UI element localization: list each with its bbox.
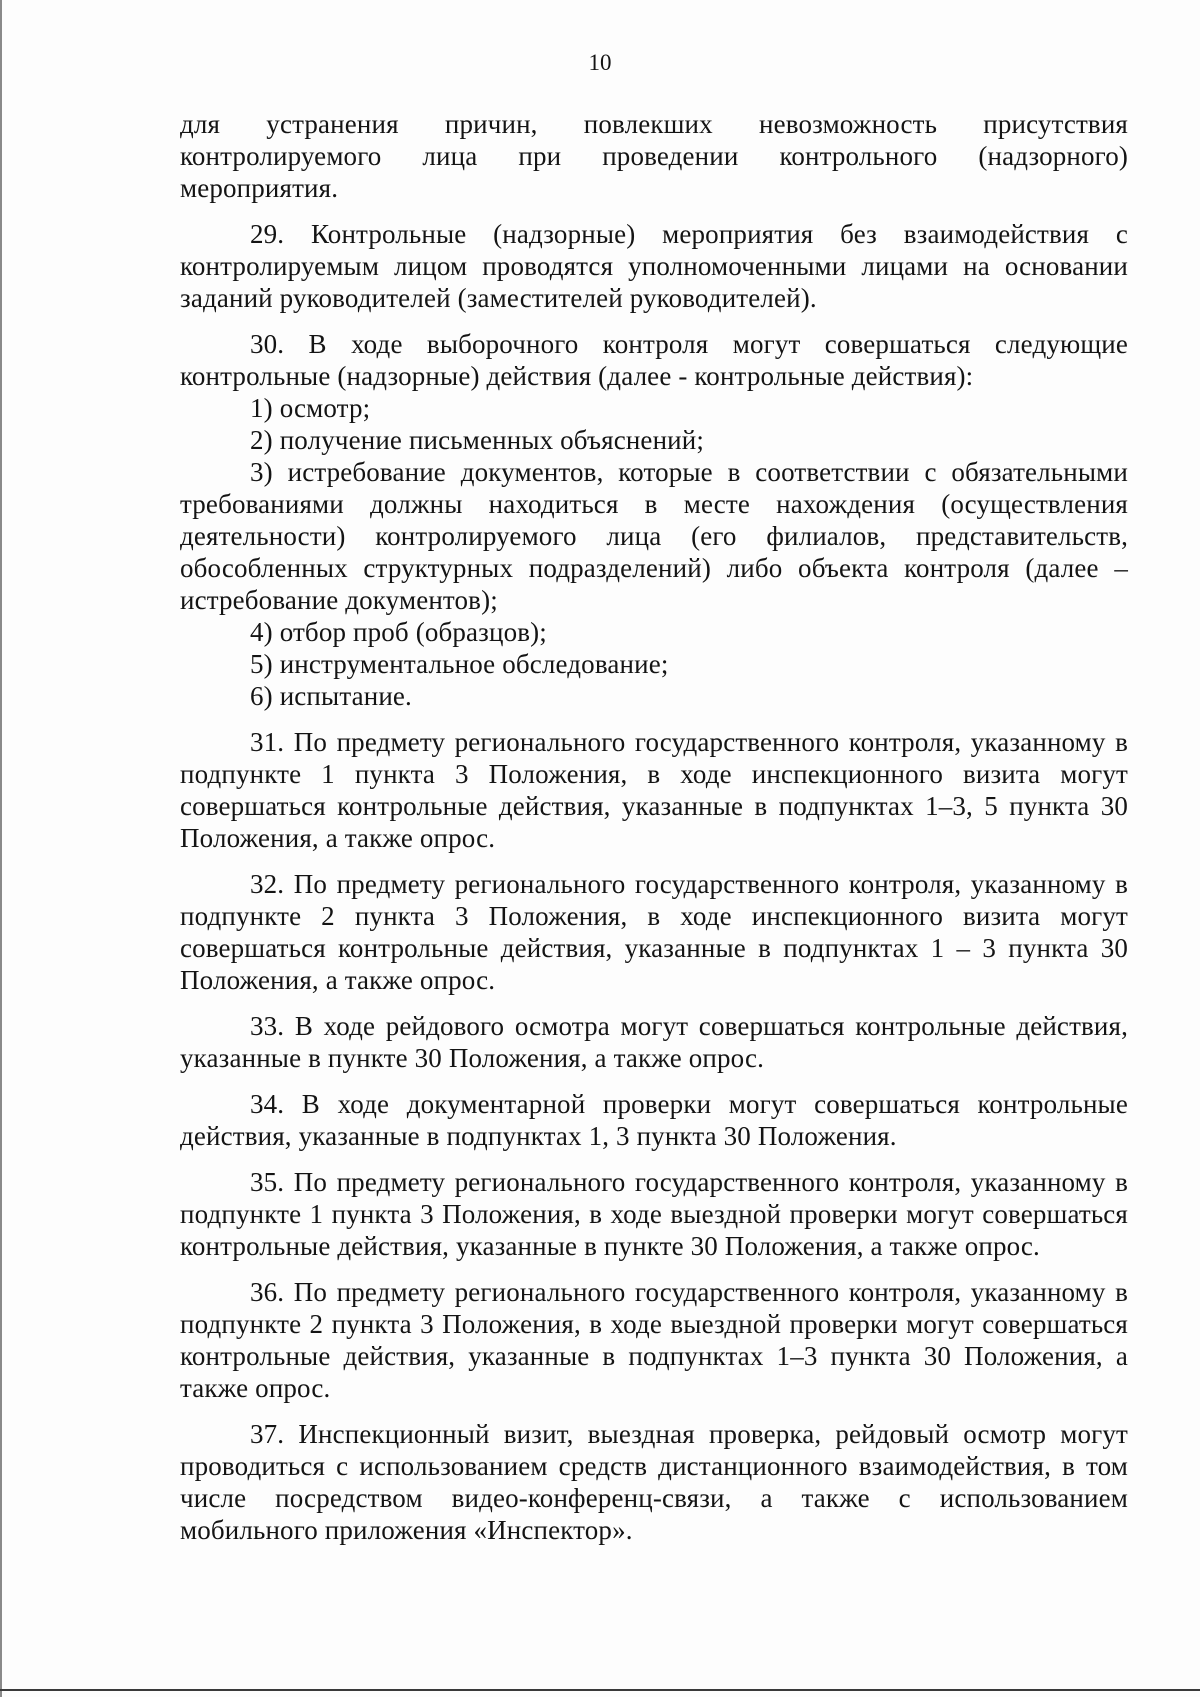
- page-number: 10: [588, 50, 612, 75]
- paragraph-34: 34. В ходе документарной проверки могут совершаться контрольные действия, указанные в подпунктах 1, 3 пункта 30 Положения.: [180, 1089, 1128, 1151]
- paragraph-continuation: для устранения причин, повлекших невозможность присутствия контролируемого лица при проведении контрольного (надзорного) мероприятия.: [180, 109, 1128, 203]
- document-body: [180, 108, 1128, 1560]
- list-item: 4) отбор проб (образцов);: [250, 617, 547, 647]
- paragraph-29: 29. Контрольные (надзорные) мероприятия без взаимодействия с контролируемым лицом проводятся уполномоченными лицами на основании заданий руководителей (заместителей руководителей).: [180, 219, 1128, 313]
- list-item: 2) получение письменных объяснений;: [250, 425, 705, 455]
- list-item: 6) испытание.: [250, 681, 412, 711]
- list-item: 1) осмотр;: [250, 393, 371, 423]
- paragraph-30-list: [180, 392, 1128, 712]
- scan-edge-left: [0, 0, 2, 1697]
- paragraph-33: 33. В ходе рейдового осмотра могут совершаться контрольные действия, указанные в пункте 30 Положения, а также опрос.: [180, 1011, 1128, 1073]
- paragraph-37: 37. Инспекционный визит, выездная проверка, рейдовый осмотр могут проводиться с использованием средств дистанционного взаимодействия, в том числе посредством видео-конференц-связи, а также с использованием мобильного приложения «Инспектор».: [180, 1419, 1128, 1545]
- paragraph-32: 32. По предмету регионального государственного контроля, указанному в подпункте 2 пункта 3 Положения, в ходе инспекционного визита могут совершаться контрольные действия, указанные в подпунктах 1 – 3 пункта 30 Положения, а также опрос.: [180, 869, 1128, 995]
- paragraph-35: 35. По предмету регионального государственного контроля, указанному в подпункте 1 пункта 3 Положения, в ходе выездной проверки могут совершаться контрольные действия, указанные в пункте 30 Положения, а также опрос.: [180, 1167, 1128, 1261]
- list-item: 3) истребование документов, которые в соответствии с обязательными требованиями должны находиться в месте нахождения (осуществления деятельности) контролируемого лица (его филиалов, представительств, обособленных структурных подразделений) либо объекта контроля (далее – истребование документов);: [180, 457, 1128, 615]
- paragraph-30: 30. В ходе выборочного контроля могут совершаться следующие контрольные (надзорные) действия (далее - контрольные действия):: [180, 329, 1128, 391]
- paragraph-36: 36. По предмету регионального государственного контроля, указанному в подпункте 2 пункта 3 Положения, в ходе выездной проверки могут совершаться контрольные действия, указанные в подпунктах 1–3 пункта 30 Положения, а также опрос.: [180, 1277, 1128, 1403]
- scan-edge-bottom: [0, 1689, 1200, 1691]
- list-item: 5) инструментальное обследование;: [250, 649, 669, 679]
- paragraph-31: 31. По предмету регионального государственного контроля, указанному в подпункте 1 пункта 3 Положения, в ходе инспекционного визита могут совершаться контрольные действия, указанные в подпунктах 1–3, 5 пункта 30 Положения, а также опрос.: [180, 727, 1128, 853]
